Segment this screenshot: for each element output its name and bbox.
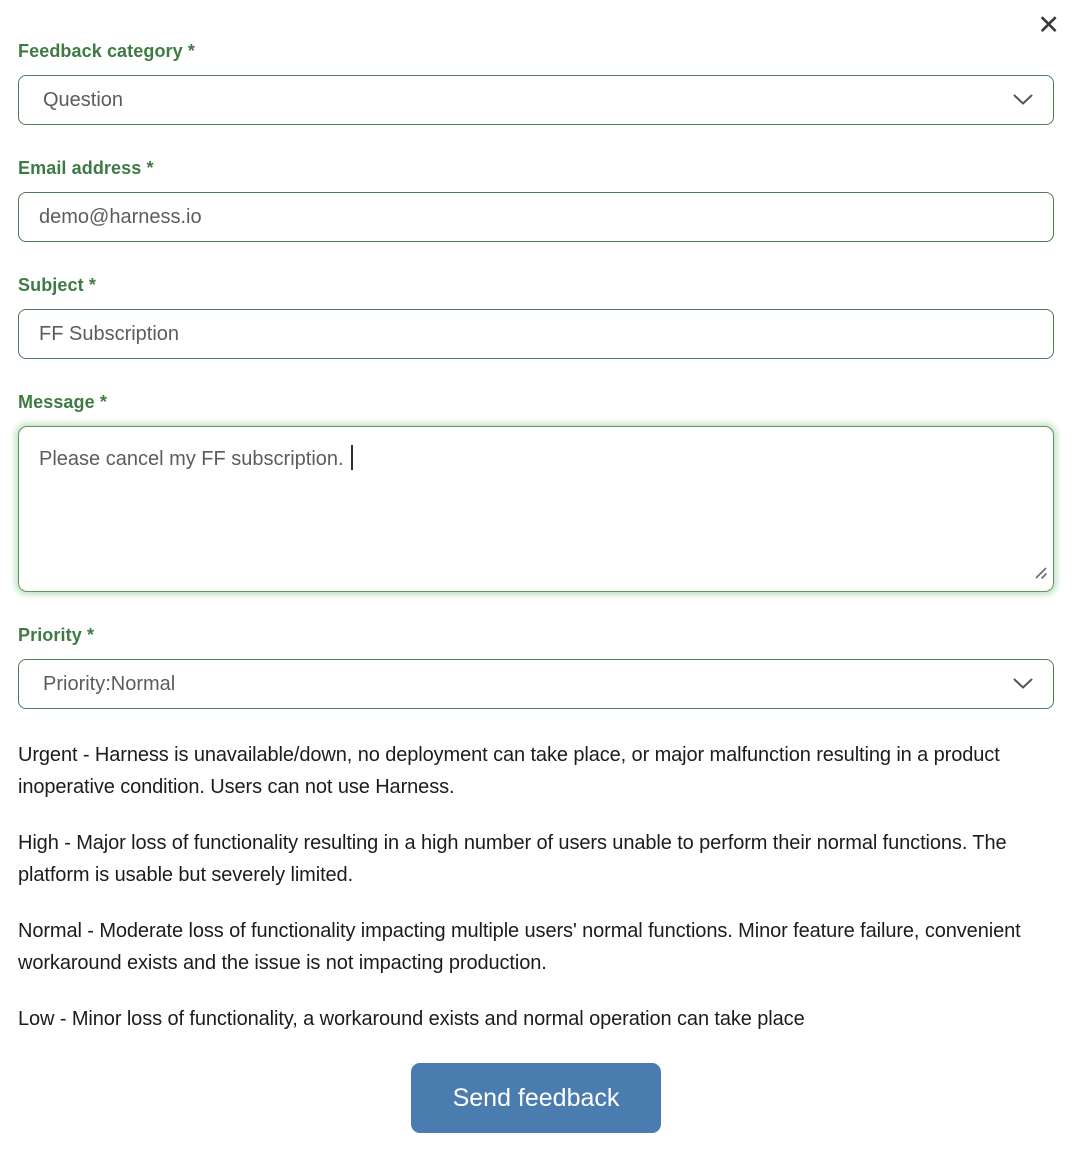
email-field[interactable]: [18, 192, 1054, 242]
required-asterisk: *: [88, 275, 96, 295]
priority-select[interactable]: [18, 659, 1054, 709]
priority-descriptions: [18, 739, 1054, 1035]
message-field-group: [18, 392, 1054, 592]
priority-value: Priority:Normal: [43, 672, 176, 695]
subject-field[interactable]: [18, 309, 1054, 359]
message-textarea[interactable]: [18, 426, 1054, 592]
close-button[interactable]: [1033, 8, 1064, 43]
subject-field-group: [18, 275, 1054, 359]
feedback-category-label: Feedback category *: [18, 41, 195, 61]
message-text: Please cancel my FF subscription.: [39, 448, 344, 470]
submit-row: [18, 1063, 1054, 1133]
close-icon: ✕: [1037, 10, 1060, 40]
priority-label: Priority *: [18, 625, 95, 645]
priority-description-high: High - Major loss of functionality resulting in a high number of users unable to perform their normal functions. The platform is usable but severely limited.: [18, 832, 1007, 886]
feedback-category-value: Question: [43, 88, 124, 111]
send-feedback-button[interactable]: Send feedback: [411, 1063, 661, 1133]
email-label: Email address *: [18, 158, 154, 178]
required-asterisk: *: [99, 392, 107, 412]
feedback-category-field: [18, 41, 1054, 125]
message-label: Message *: [18, 392, 107, 412]
feedback-category-select[interactable]: [18, 75, 1054, 125]
required-asterisk: *: [187, 41, 195, 61]
chevron-down-icon: [1013, 94, 1033, 106]
priority-description-low: Low - Minor loss of functionality, a workaround exists and normal operation can take place: [18, 1008, 805, 1030]
required-asterisk: *: [146, 158, 154, 178]
priority-field-group: [18, 625, 1054, 709]
required-asterisk: *: [86, 625, 95, 645]
chevron-down-icon: [1013, 678, 1033, 690]
priority-description-urgent: Urgent - Harness is unavailable/down, no deployment can take place, or major malfunction resulting in a product inoperative condition. Users can not use Harness.: [18, 744, 1000, 798]
text-cursor: [351, 445, 353, 470]
subject-label: Subject *: [18, 275, 96, 295]
resize-handle-icon[interactable]: [1033, 563, 1048, 586]
priority-description-normal: Normal - Moderate loss of functionality impacting multiple users' normal functions. Minor feature failure, convenient workaround exists and the issue is not impacting production.: [18, 920, 1021, 974]
email-field-group: [18, 158, 1054, 242]
